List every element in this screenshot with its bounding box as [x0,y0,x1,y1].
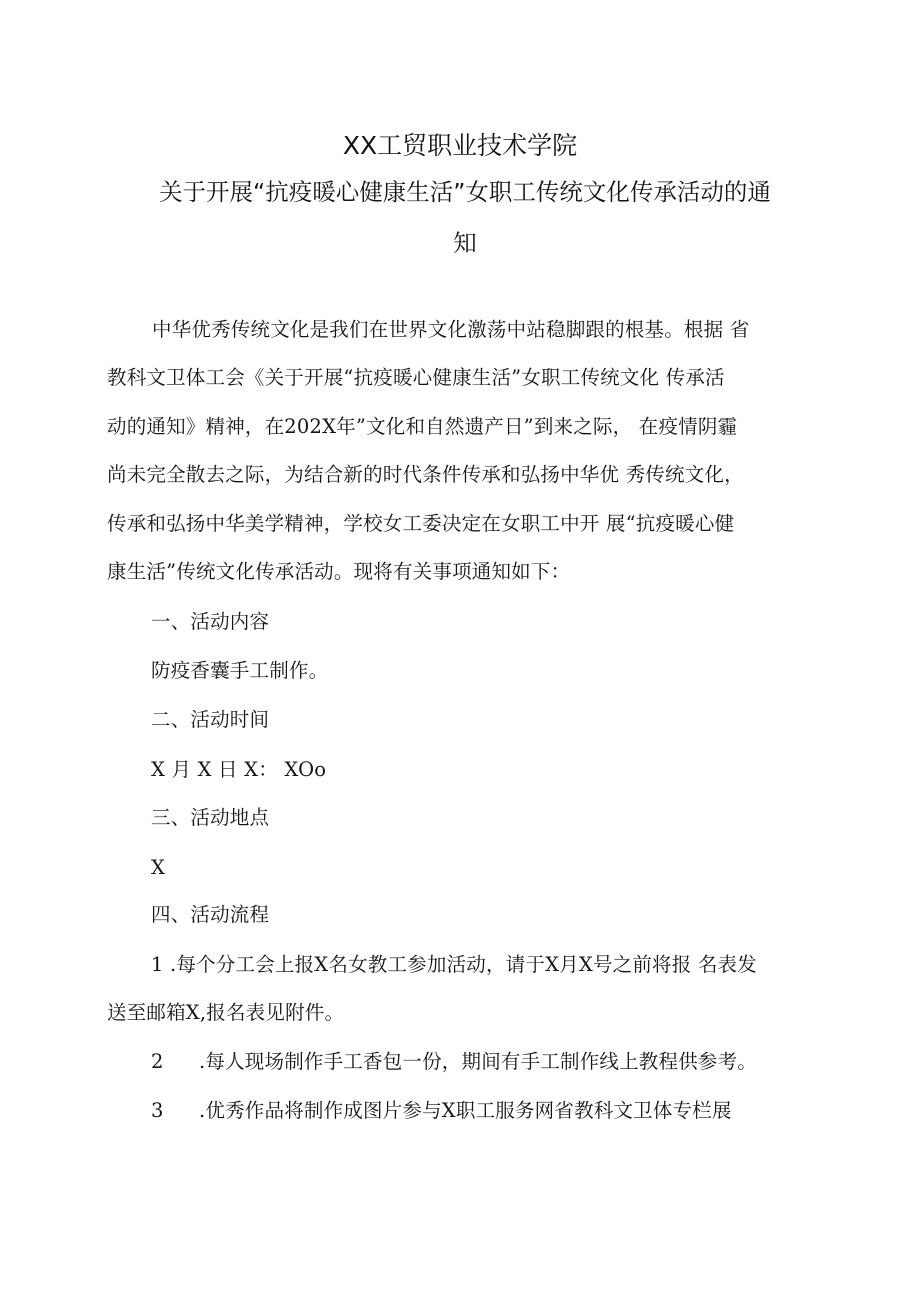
process-step-3-text: .优秀作品将制作成图片参与X职工服务网省教科文卫体专栏展 [199,1099,732,1122]
process-step-2-text: .每人现场制作手工香包一份，期间有手工制作线上教程供参考。 [199,1050,757,1073]
intro-line: 尚未完全散去之际，为结合新的时代条件传承和弘扬中华优 秀传统文化， [107,463,744,487]
title-line-1: 关于开展“抗疫暖心健康生活”女职工传统文化传承活动的通 [159,178,771,206]
section-text-location: X [151,856,166,879]
process-step-1-line-2: 送至邮箱X,报名表见附件。 [107,1001,345,1024]
intro-line: 中华优秀传统文化是我们在世界文化激荡中站稳脚跟的根基。根据 省 [152,318,750,341]
intro-line: 教科文卫体工会《关于开展“抗疫暖心健康生活”女职工传统文化 传承活 [107,366,725,390]
intro-line: 康生活”传统文化传承活动。现将有关事项通知如下： [107,560,571,584]
intro-line: 动的通知》精神，在202X年”文化和自然遗产日”到来之际， 在疫情阴霾 [107,414,738,438]
section-text-time: X 月 X 日 X： XOo [151,758,327,781]
section-heading-content: 一、活动内容 [151,610,270,633]
section-heading-process: 四、活动流程 [151,903,270,926]
notice-title [120,167,810,269]
section-heading-time: 二、活动时间 [151,708,270,731]
intro-paragraph [107,306,813,596]
process-step-1-line-1: 1 .每个分工会上报X名女教工参加活动，请于X月X号之前将报 名表发 [151,953,757,976]
intro-line: 传承和弘扬中华美学精神，学校女工委决定在女职工中开 展“抗疫暖心健 [107,511,735,535]
process-step-2-number: 2 [151,1050,164,1073]
section-heading-location: 三、活动地点 [151,806,270,829]
section-text-content: 防疫香囊手工制作。 [151,659,329,682]
organization-name: XX工贸职业技术学院 [342,131,578,160]
process-step-3-number: 3 [151,1099,164,1122]
title-line-2: 知 [453,229,477,257]
